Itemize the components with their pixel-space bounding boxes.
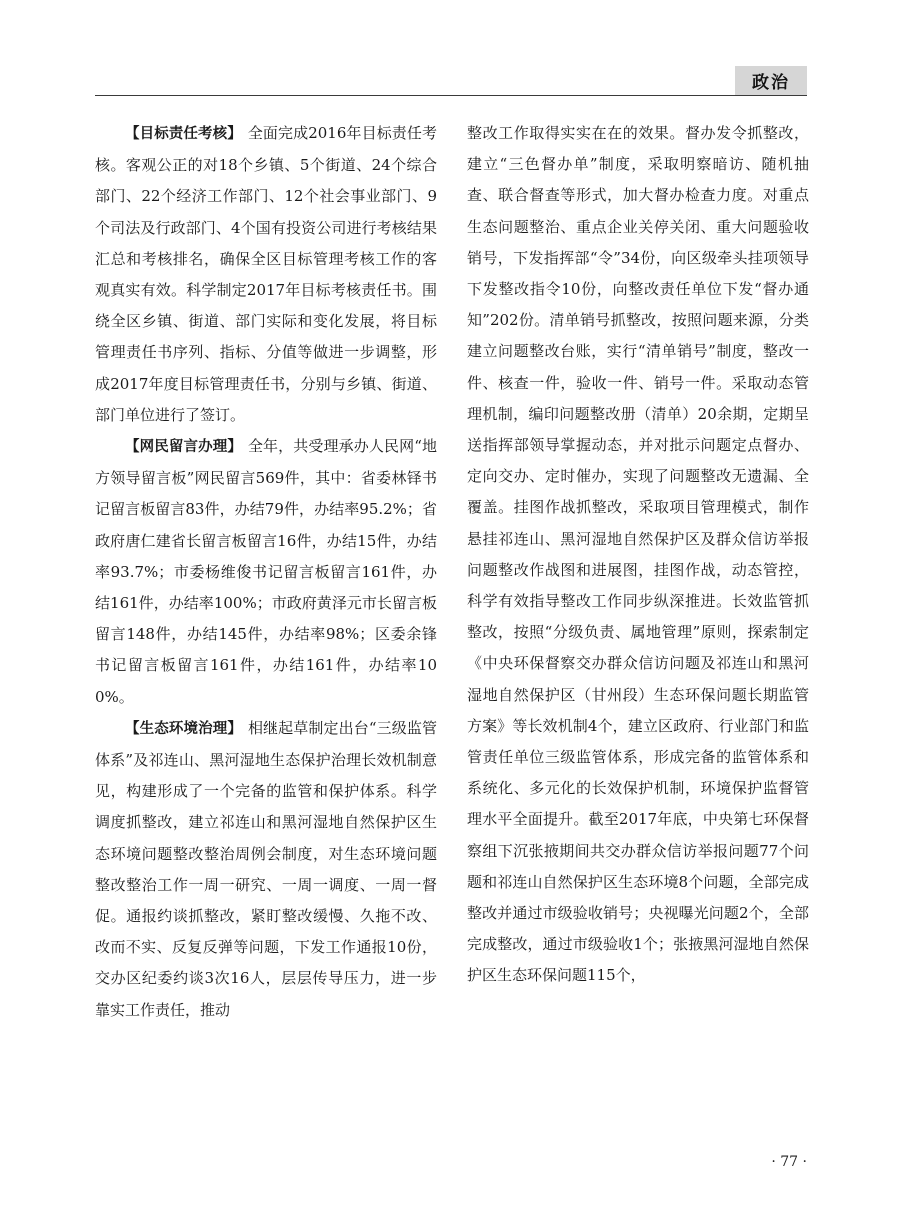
paragraph-body: 全年，共受理承办人民网“地方领导留言板”网民留言569件，其中：省委林铎书记留言板留言83件，办结79件，办结率95.2%；省政府唐仁建省长留言板留言16件，办结15件，办结率93.7%；市委杨维俊书记留言板留言161件，办结161件，办结率100%；市政府黄泽元市长留言板留言148件，办结145件，办结率98%；区委余锋书记留言板留言161件，办结161件，办结率100%。	[95, 437, 438, 706]
right-column	[467, 118, 809, 992]
paragraph-heading: 【网民留言办理】	[125, 439, 242, 456]
paragraph-body: 全面完成2016年目标责任考核。客观公正的对18个乡镇、5个街道、24个综合部门、22个经济工作部门、12个社会事业部门、9个司法及行政部门、4个国有投资公司进行考核结果汇总和考核排名，确保全区目标管理考核工作的客观真实有效。科学制定2017年目标考核责任书。围绕全区乡镇、街道、部门实际和变化发展，将目标管理责任书序列、指标、分值等做进一步调整，形成2017年度目标管理责任书，分别与乡镇、街道、部门单位进行了签订。	[95, 124, 437, 424]
left-column	[95, 118, 437, 1026]
page-number: · 77 ·	[771, 1154, 807, 1170]
paragraph-target-responsibility	[95, 118, 437, 431]
paragraph-heading: 【生态环境治理】	[125, 720, 242, 737]
header-rule	[95, 95, 807, 96]
section-tab	[735, 66, 807, 95]
paragraph-body: 相继起草制定出台“三级监管体系”及祁连山、黑河湿地生态保护治理长效机制意见，构建形成了一个完备的监管和保护体系。科学调度抓整改，建立祁连山和黑河湿地自然保护区生态环境问题整改整治周例会制度，对生态环境问题整改整治工作一周一研究、一周一调度、一周一督促。通报约谈抓整改，紧盯整改缓慢、久拖不改、改而不实、反复反弹等问题，下发工作通报10份，交办区纪委约谈3次16人，层层传导压力，进一步靠实工作责任，推动	[95, 718, 438, 1019]
section-label: 政治	[752, 73, 790, 93]
paragraph-heading: 【目标责任考核】	[125, 126, 242, 142]
paragraph-netizen-messages	[95, 431, 437, 713]
paragraph-ecological-governance	[95, 713, 437, 1026]
paragraph-continuation: 整改工作取得实实在在的效果。督办发令抓整改，建立“三色督办单”制度，采取明察暗访、随机抽查、联合督查等形式，加大督办检查力度。对重点生态问题整治、重点企业关停关闭、重大问题验收销号，下发指挥部“令”34份，向区级牵头挂项领导下发整改指令10份，向整改责任单位下发“督办通知”202份。清单销号抓整改，按照问题来源，分类建立问题整改台账，实行“清单销号”制度，整改一件、核查一件，验收一件、销号一件。采取动态管理机制，编印问题整改册（清单）20余期，定期呈送指挥部领导掌握动态，并对批示问题定点督办、定向交办、定时催办，实现了问题整改无遗漏、全覆盖。挂图作战抓整改，采取项目管理模式，制作悬挂祁连山、黑河湿地自然保护区及群众信访举报问题整改作战图和进展图，挂图作战，动态管控，科学有效指导整改工作同步纵深推进。长效监管抓整改，按照“分级负责、属地管理”原则，探索制定《中央环保督察交办群众信访问题及祁连山和黑河湿地自然保护区（甘州段）生态环保问题长期监管方案》等长效机制4个，建立区政府、行业部门和监管责任单位三级监管体系，形成完备的监管体系和系统化、多元化的长效保护机制，环境保护监督管理水平全面提升。截至2017年底，中央第七环保督察组下沉张掖期间共交办群众信访举报问题77个问题和祁连山自然保护区生态环境8个问题，全部完成整改并通过市级验收销号；央视曝光问题2个，全部完成整改，通过市级验收1个；张掖黑河湿地自然保护区生态环保问题115个，	[467, 124, 809, 985]
